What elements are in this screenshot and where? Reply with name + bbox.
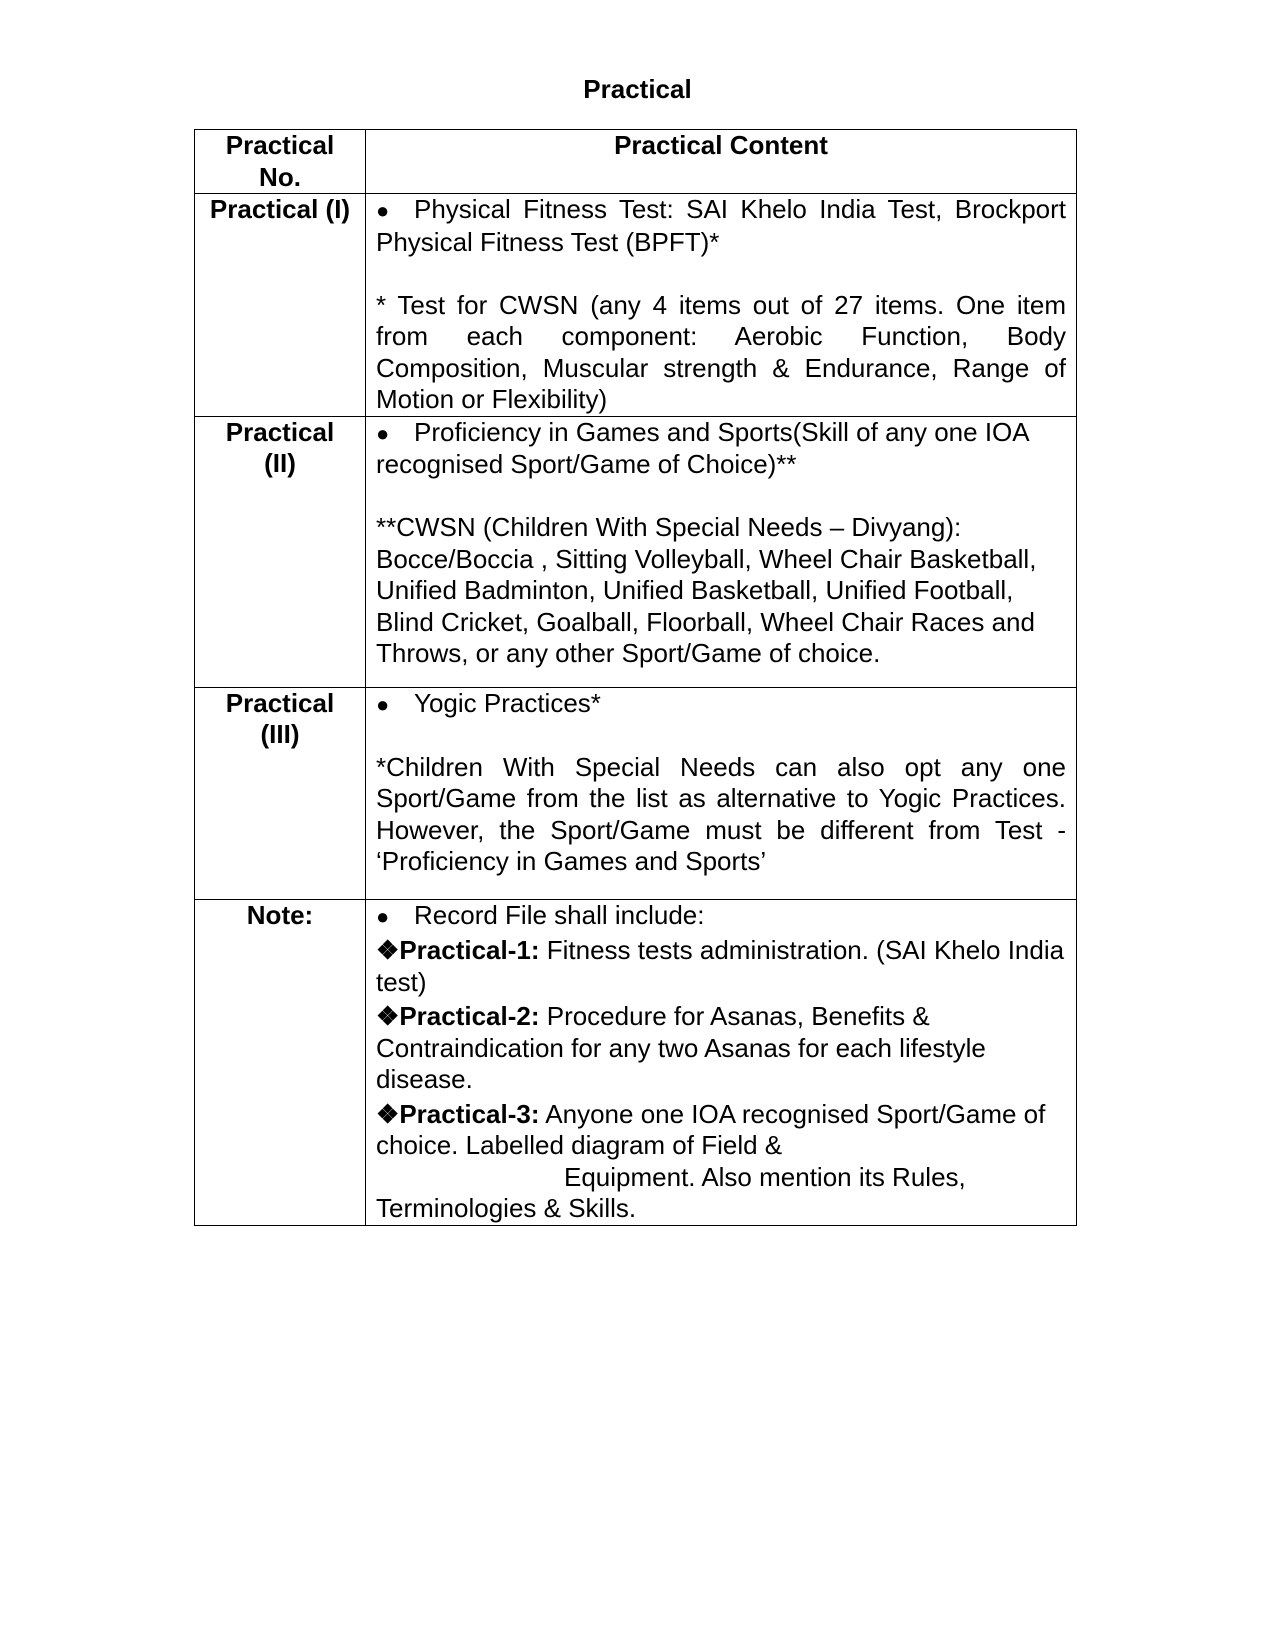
row-label [195,687,366,899]
diamond-bullet-icon: ❖ [376,1001,400,1031]
note-item-text: Anyone one IOA recognised Sport/Game of choice. Labelled diagram of Field & [376,1098,1046,1160]
row-label [195,416,366,687]
row-content [366,899,1077,1225]
note-item-text: Fitness tests administration. (SAI Khelo India test) [376,935,1065,997]
diamond-bullet-icon: ❖ [376,1098,400,1129]
note-item-title: Practical-1: [399,935,540,965]
note-item-title: Practical-2: [399,1001,540,1031]
note-item-text: Procedure for Asanas, Benefits & Contraindication for any two Asanas for each lifestyle disease. [376,1001,986,1094]
bullet-text: Proficiency in Games and Sports(Skill of any one IOA recognised Sport/Game of Choice)** [376,416,1029,479]
bullet-icon: ● [376,903,390,929]
header-practical-no: Practical No. [195,130,366,194]
diamond-bullet-icon: ❖ [376,935,400,965]
row-content [366,194,1077,417]
bullet-item [376,900,1066,933]
table-row [195,899,1077,1225]
bullet-item [376,417,1066,481]
row-label: Practical (I) [195,194,366,417]
bullet-text: Record File shall include: [414,899,705,930]
table-row [195,416,1077,687]
bullet-item [376,194,1066,258]
table-row [195,194,1077,417]
note-item-text-line: Equipment. Also mention its Rules, [564,1161,966,1192]
page-title: Practical [583,74,692,104]
row-content [366,687,1077,899]
bullet-icon: ● [376,691,390,717]
header-practical-content: Practical Content [366,130,1077,194]
note-item-text-line: Terminologies & Skills. [376,1193,637,1223]
note-item [376,1099,1066,1225]
row-label: Note: [195,899,366,1225]
note-item [376,1001,1066,1096]
table-header-row [195,130,1077,194]
practical-table [194,129,1077,1226]
bullet-item [376,688,1066,721]
bullet-icon: ● [376,420,390,446]
detail-text: * Test for CWSN (any 4 items out of 27 items. One item from each component: Aerobic Function, Body Composition, Muscular strength & Endurance, Range of Motion or Flexibility) [376,289,1066,414]
note-item-title: Practical-3: [399,1098,540,1129]
detail-text: **CWSN (Children With Special Needs – Divyang): Bocce/Boccia , Sitting Volleyball, Wheel Chair Basketball, Unified Badminton, Unified Basketball, Unified Football, Blind Cricket, Goalball, Floorball, Wheel Chair Races and Throws, or any other Sport/Game of choice. [376,512,1037,668]
bullet-icon: ● [376,198,390,223]
row-content [366,416,1077,687]
bullet-text: Physical Fitness Test: SAI Khelo India Test, Brockport Physical Fitness Test (BPFT)* [376,194,1066,257]
row-label-text: Practical (II) [225,416,335,478]
detail-text: *Children With Special Needs can also opt any one Sport/Game from the list as alternative to Yogic Practices. However, the Sport/Game must be different from Test - ‘Proficiency in Games and Sports’ [376,751,1066,876]
bullet-text: Yogic Practices* [414,687,601,718]
table-row [195,687,1077,899]
note-item [376,935,1066,998]
row-label-text: Practical (III) [225,687,335,749]
